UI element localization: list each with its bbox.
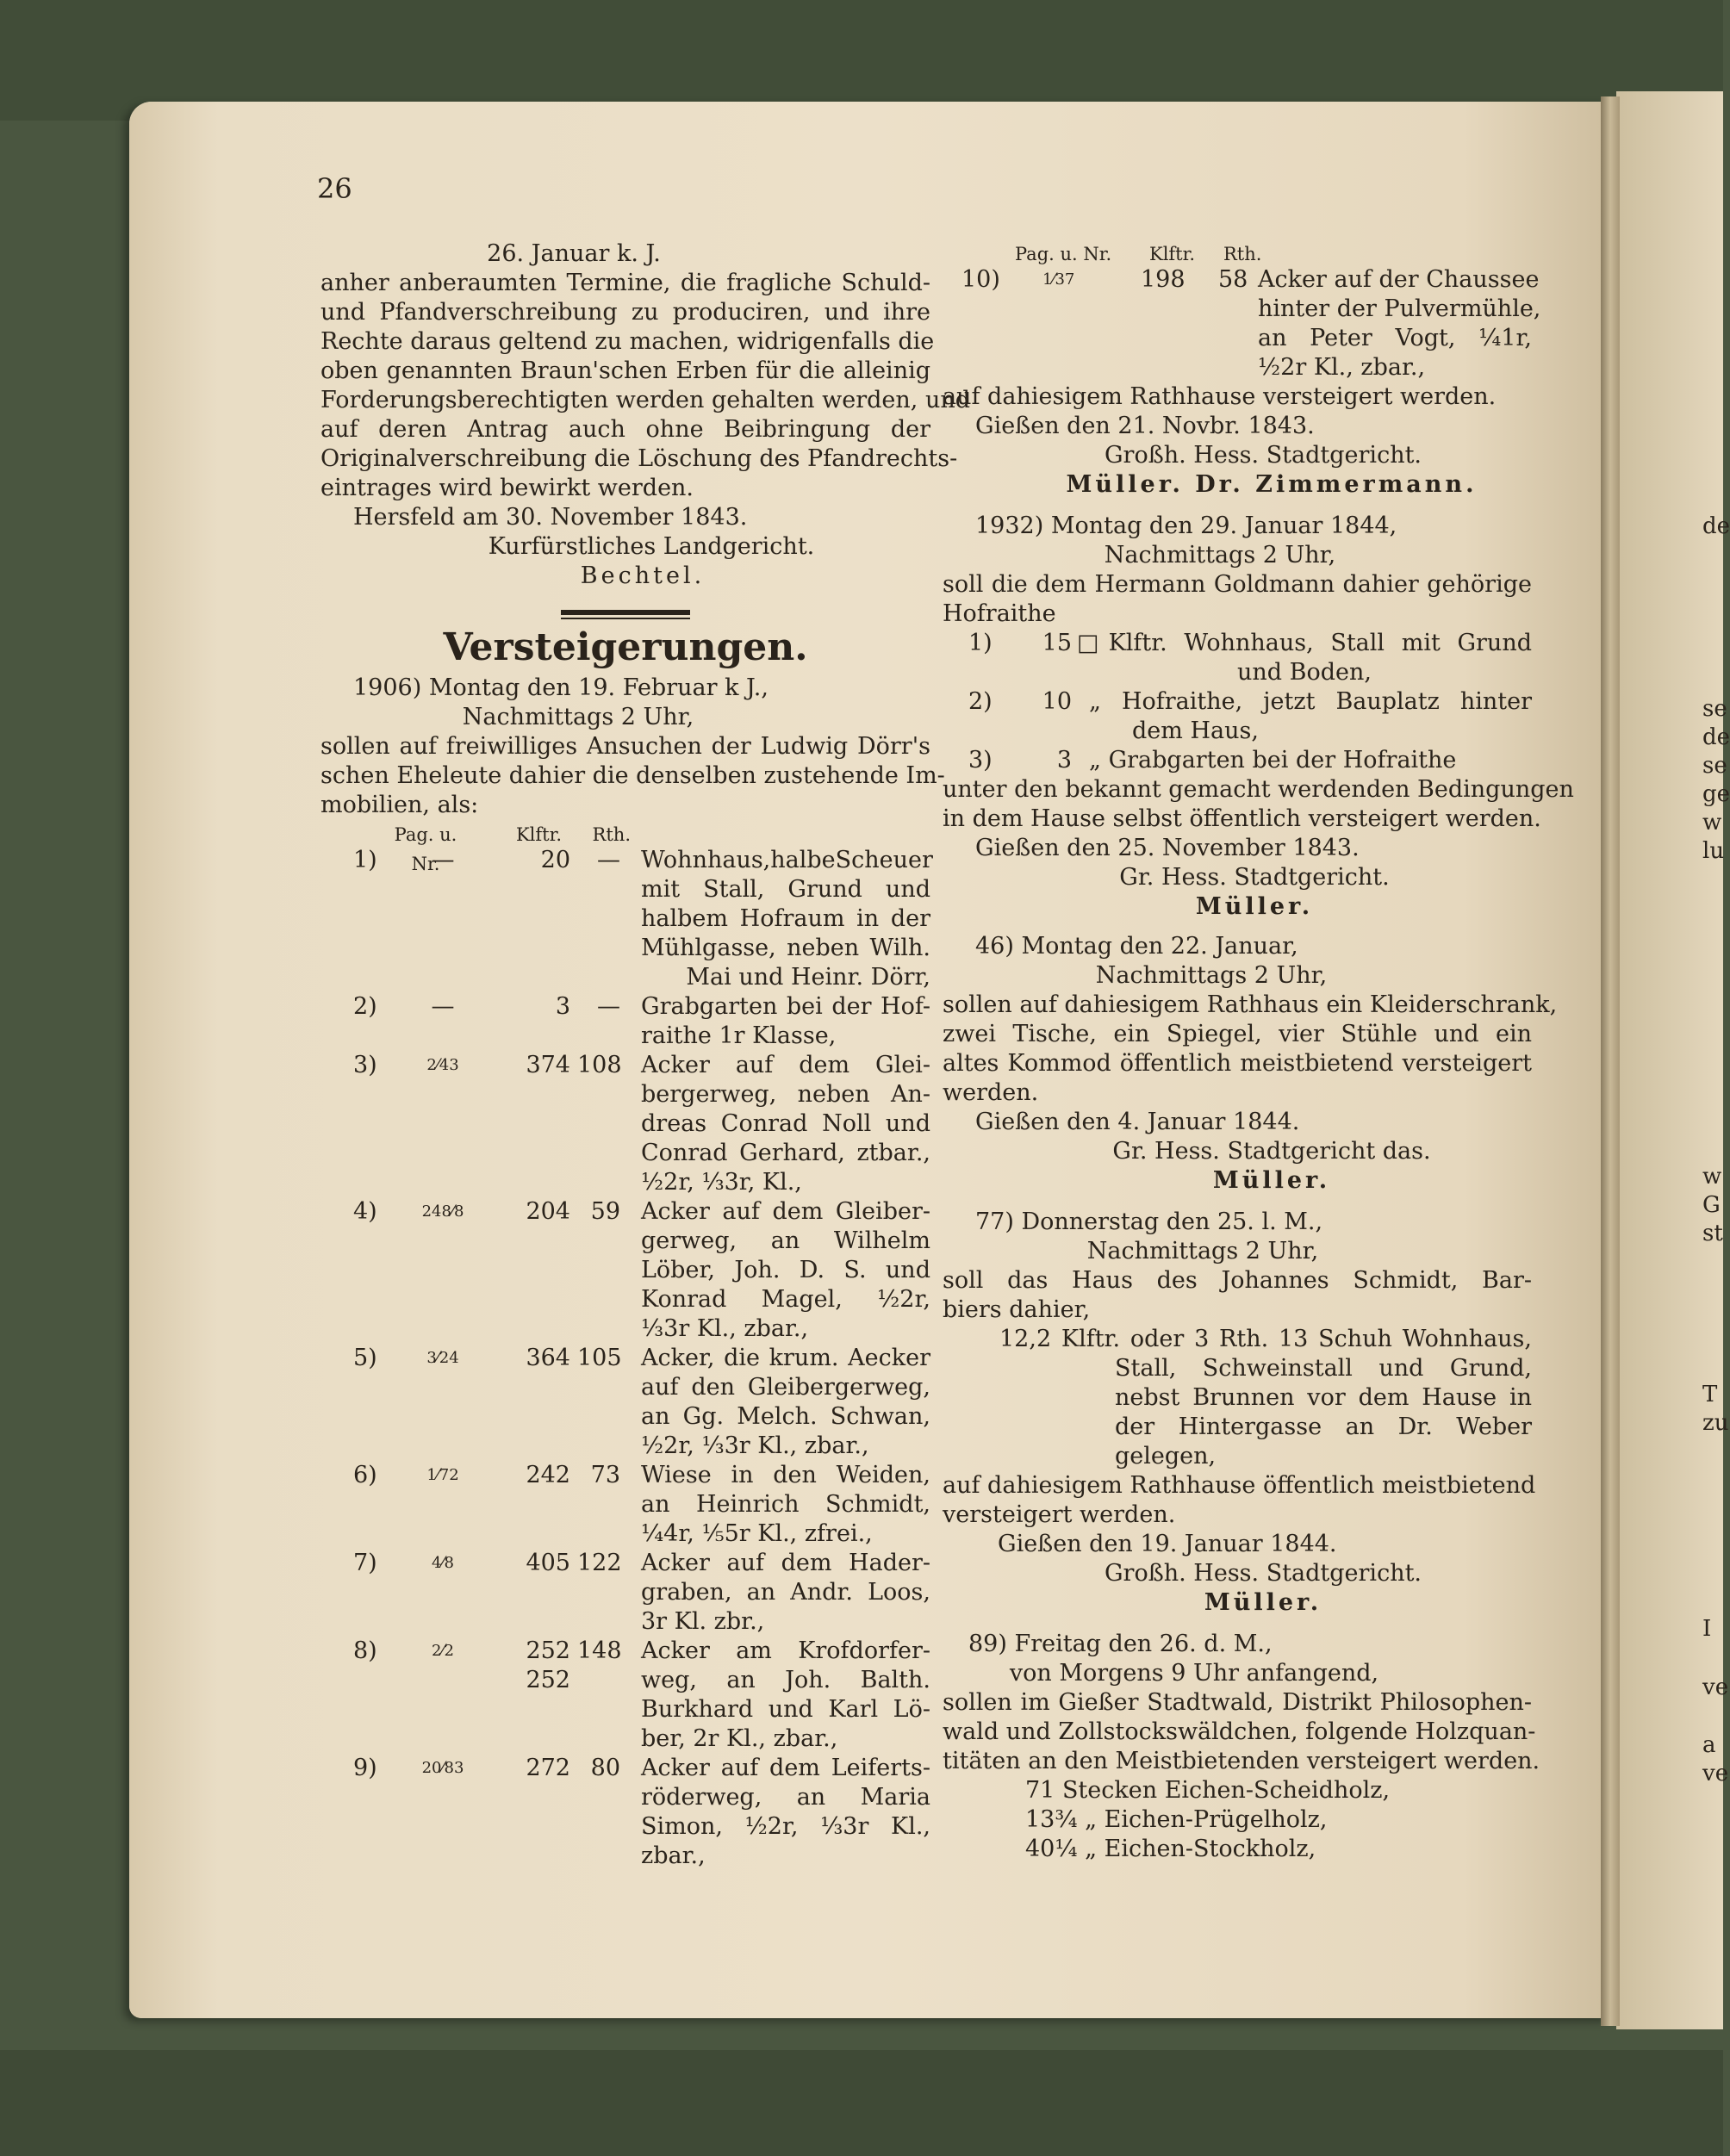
intro-signature: Bechtel. xyxy=(580,562,706,589)
notice-1906-text: schen Eheleute dahier die denselben zustehende Im- xyxy=(320,762,945,789)
row-pag: 4⁄8 xyxy=(432,1554,454,1572)
next-page-fragment: G xyxy=(1702,1192,1721,1218)
row-pag: 20⁄83 xyxy=(421,1759,464,1777)
notice-46-text: altes Kommod öffentlich meistbietend versteigert xyxy=(943,1050,1532,1077)
table-row xyxy=(320,1549,930,1637)
item-number: 3) xyxy=(968,747,993,774)
next-page-fragment: de xyxy=(1702,513,1730,539)
row-desc: Grabgarten bei der Hof- xyxy=(641,993,930,1020)
notice-1932-tail: unter den bekannt gemacht werdenden Bedingungen xyxy=(943,776,1574,803)
row-klftr: 272 xyxy=(526,1755,570,1781)
intro-line: anher anberaumten Termine, die fragliche Schuld- xyxy=(320,270,930,296)
notice-89-item: 71 Stecken Eichen-Scheidholz, xyxy=(1025,1777,1391,1804)
item-number: 1) xyxy=(968,630,993,656)
row-klftr: 252 xyxy=(526,1637,570,1664)
next-page-fragment: se xyxy=(1702,753,1727,779)
notice-1906-text: sollen auf freiwilliges Ansuchen der Ludwig Dörr's xyxy=(320,733,930,760)
row-rth: 73 xyxy=(590,1462,620,1488)
notice-77-text: soll das Haus des Johannes Schmidt, Bar- xyxy=(943,1267,1532,1294)
notice-77-signature: Müller. xyxy=(1204,1589,1322,1616)
row-pag: 2⁄2 xyxy=(432,1642,454,1660)
row-pag: 1⁄72 xyxy=(426,1466,459,1484)
row-rth: 58 xyxy=(1218,266,1248,293)
row-pag: 3⁄24 xyxy=(426,1349,459,1367)
row10-tail: auf dahiesigem Rathhause versteigert werden. xyxy=(943,383,1497,410)
notice-1906-time: Nachmittags 2 Uhr, xyxy=(462,704,694,730)
notice-77-text: auf dahiesigem Rathhause öffentlich meistbietend xyxy=(943,1472,1536,1499)
row-rth: 105 xyxy=(577,1345,622,1371)
row-klftr: 364 xyxy=(526,1345,570,1371)
row-desc: Burkhard und Karl Lö- xyxy=(641,1696,930,1723)
row-pag: — xyxy=(431,847,455,873)
row-desc: graben, an Andr. Loos, xyxy=(641,1579,930,1606)
notice-77-text: biers dahier, xyxy=(943,1296,1091,1323)
table-row xyxy=(943,265,1541,382)
row-desc: 3r Kl. zbr., xyxy=(641,1608,765,1635)
row-desc: Acker auf dem Hader- xyxy=(641,1550,930,1576)
row-pag: — xyxy=(431,993,455,1020)
right-column xyxy=(943,239,1574,1864)
item-desc: □Klftr. Wohnhaus, Stall mit Grund xyxy=(1077,630,1532,656)
notice-46-place-date: Gießen den 4. Januar 1844. xyxy=(975,1109,1300,1135)
row-number: 6) xyxy=(353,1462,377,1488)
row-desc: zbar., xyxy=(641,1842,706,1869)
table-header xyxy=(943,239,1532,265)
notice-46-text: sollen auf dahiesigem Rathhaus ein Kleiderschrank, xyxy=(943,991,1558,1018)
row-desc: Konrad Magel, ½2r, xyxy=(641,1286,930,1313)
next-page-fragment: st xyxy=(1702,1221,1723,1246)
notice-1906-date: 1906) Montag den 19. Februar k J., xyxy=(353,674,769,701)
next-page-fragment: I xyxy=(1702,1616,1712,1642)
notice-1906-text: mobilien, als: xyxy=(320,792,479,818)
intro-line: Originalverschreibung die Löschung des Pfandrechts- xyxy=(320,445,958,472)
row-desc: Conrad Gerhard, ztbar., xyxy=(641,1140,930,1166)
row-desc: hinter der Pulvermühle, xyxy=(1258,295,1541,322)
notice-77-text: 12,2 Klftr. oder 3 Rth. 13 Schuh Wohnhaus, xyxy=(999,1326,1532,1352)
row-pag: 2⁄43 xyxy=(426,1056,459,1074)
intro-line: eintrages wird bewirkt werden. xyxy=(320,475,694,501)
row-desc: dreas Conrad Noll und xyxy=(641,1110,930,1137)
notice-77-text: versteigert werden. xyxy=(943,1501,1176,1528)
row10-place-date: Gießen den 21. Novbr. 1843. xyxy=(975,413,1315,439)
notice-89-time: von Morgens 9 Uhr anfangend, xyxy=(1009,1660,1379,1687)
row-pag: 1⁄37 xyxy=(1042,270,1075,289)
row-desc: ¼4r, ⅕5r Kl., zfrei., xyxy=(641,1520,873,1547)
notice-89-text: sollen im Gießer Stadtwald, Distrikt Philosophen- xyxy=(943,1689,1532,1716)
row-desc: an Gg. Melch. Schwan, xyxy=(641,1403,930,1430)
row-klftr: 204 xyxy=(526,1198,570,1225)
row10-court: Großh. Hess. Stadtgericht. xyxy=(1104,442,1422,469)
section-heading: Versteigerungen. xyxy=(443,625,808,669)
row-pag: 248⁄8 xyxy=(421,1202,464,1221)
row-desc: gerweg, an Wilhelm xyxy=(641,1227,930,1254)
row-desc: ⅓3r Kl., zbar., xyxy=(641,1315,809,1342)
row-number: 3) xyxy=(353,1052,377,1078)
background-bottom xyxy=(0,2050,1723,2156)
row-desc: halbem Hofraum in der xyxy=(641,905,930,932)
header-klftr: Klftr. xyxy=(515,824,562,845)
list-item xyxy=(943,687,1532,746)
row-desc: ½2r, ⅓3r Kl., zbar., xyxy=(641,1432,869,1459)
intro-line: und Pfandverschreibung zu produciren, und ihre xyxy=(320,299,930,326)
row-klftr-second: 252 xyxy=(526,1667,570,1693)
intro-line: 26. Januar k. J. xyxy=(487,240,661,267)
row-number: 8) xyxy=(353,1637,377,1664)
notice-46-text: werden. xyxy=(943,1079,1039,1106)
page-number: 26 xyxy=(317,172,352,205)
intro-line: Rechte daraus geltend zu machen, widrigenfalls die xyxy=(320,328,935,355)
header-pag: Pag. u. Nr. xyxy=(1015,244,1112,264)
row-desc: weg, an Joh. Balth. xyxy=(641,1667,930,1693)
next-page-fragment: a xyxy=(1702,1732,1716,1758)
intro-line: auf deren Antrag auch ohne Beibringung der xyxy=(320,416,930,443)
row-klftr: 198 xyxy=(1141,266,1185,293)
row-klftr: 3 xyxy=(555,993,570,1020)
table-row xyxy=(320,992,930,1051)
table-row xyxy=(320,846,933,992)
row-number: 5) xyxy=(353,1345,377,1371)
notice-77-court: Großh. Hess. Stadtgericht. xyxy=(1104,1560,1422,1587)
intro-court: Kurfürstliches Landgericht. xyxy=(488,533,815,560)
row-klftr: 20 xyxy=(540,847,570,873)
list-item xyxy=(943,746,1532,775)
next-page-fragment: de xyxy=(1702,724,1730,750)
row-klftr: 374 xyxy=(526,1052,570,1078)
notice-77-place-date: Gießen den 19. Januar 1844. xyxy=(998,1531,1337,1557)
row-number: 10) xyxy=(961,266,1000,293)
table-row xyxy=(320,1197,930,1344)
notice-1932-signature: Müller. xyxy=(1195,893,1314,920)
next-page-fragment: lu xyxy=(1702,838,1725,864)
header-rth: Rth. xyxy=(592,824,631,845)
row-desc: Acker auf dem Leiferts- xyxy=(641,1755,930,1781)
notice-1932-date: 1932) Montag den 29. Januar 1844, xyxy=(975,513,1397,539)
notice-1932-place-date: Gießen den 25. November 1843. xyxy=(975,835,1360,861)
row-rth: — xyxy=(597,847,620,873)
next-page-fragment: ve xyxy=(1702,1674,1729,1700)
notice-77-date: 77) Donnerstag den 25. l. M., xyxy=(975,1208,1323,1235)
row-desc: ½2r, ⅓3r, Kl., xyxy=(641,1169,802,1196)
notice-89-text: titäten an den Meistbietenden versteigert werden. xyxy=(943,1748,1540,1774)
notice-77-time: Nachmittags 2 Uhr, xyxy=(1086,1238,1319,1264)
row-desc: auf den Gleibergerweg, xyxy=(641,1374,930,1401)
row-desc: Acker, die krum. Aecker xyxy=(641,1345,930,1371)
header-rth: Rth. xyxy=(1223,244,1262,264)
row-desc: ½2r Kl., zbar., xyxy=(1258,354,1426,381)
notice-46-court: Gr. Hess. Stadtgericht das. xyxy=(1112,1138,1431,1165)
row-number: 9) xyxy=(353,1755,377,1781)
intro-line: Forderungsberechtigten werden gehalten werden, und xyxy=(320,387,971,413)
item-desc: und Boden, xyxy=(1237,659,1372,686)
row-desc: an Peter Vogt, ¼1r, xyxy=(1258,325,1532,351)
row-desc: röderweg, an Maria xyxy=(641,1784,930,1811)
row10-signature: Müller. Dr. Zimmermann. xyxy=(1066,471,1478,498)
row-rth: 80 xyxy=(590,1755,620,1781)
next-page-fragment: ve xyxy=(1702,1761,1729,1786)
item-number: 2) xyxy=(968,688,993,715)
notice-46-text: zwei Tische, ein Spiegel, vier Stühle und ein xyxy=(943,1021,1532,1047)
row-rth: — xyxy=(597,993,620,1020)
notice-89-item: 13¾ „ Eichen-Prügelholz, xyxy=(1025,1806,1328,1833)
table-row xyxy=(320,1344,930,1461)
item-value: 3 xyxy=(1056,747,1072,774)
next-page-fragment: se xyxy=(1702,696,1727,722)
left-column xyxy=(320,239,971,1871)
notice-1932-text: soll die dem Hermann Goldmann dahier gehörige xyxy=(943,571,1532,598)
notice-46-time: Nachmittags 2 Uhr, xyxy=(1095,962,1328,989)
next-page-fragment: zu xyxy=(1702,1410,1729,1436)
notice-77-text: Stall, Schweinstall und Grund, xyxy=(1115,1355,1532,1382)
notice-77-text: nebst Brunnen vor dem Hause in xyxy=(1115,1384,1532,1411)
row-desc: Acker auf dem Gleiber- xyxy=(641,1198,930,1225)
list-item xyxy=(943,629,1532,687)
row-klftr: 242 xyxy=(526,1462,570,1488)
notice-1932-text: Hofraithe xyxy=(943,600,1056,627)
notice-1932-court: Gr. Hess. Stadtgericht. xyxy=(1119,864,1390,891)
table-row xyxy=(320,1637,930,1754)
row-desc: Löber, Joh. D. S. und xyxy=(641,1257,930,1283)
row-desc: Acker auf der Chaussee xyxy=(1258,266,1540,293)
row-desc: Simon, ½2r, ⅓3r Kl., xyxy=(641,1813,930,1840)
row-number: 4) xyxy=(353,1198,377,1225)
row-desc: raithe 1r Klasse, xyxy=(641,1022,837,1049)
section-divider xyxy=(561,610,690,615)
row-rth: 148 xyxy=(577,1637,622,1664)
row-desc: Mai und Heinr. Dörr, xyxy=(686,964,930,991)
row-desc: Wiese in den Weiden, xyxy=(641,1462,930,1488)
notice-77-text: gelegen, xyxy=(1115,1443,1217,1469)
book-gutter xyxy=(1601,96,1620,2026)
notice-89-item: 40¼ „ Eichen-Stockholz, xyxy=(1025,1836,1316,1862)
row-desc: an Heinrich Schmidt, xyxy=(641,1491,930,1518)
item-value: 15 xyxy=(1042,630,1072,656)
item-desc: dem Haus, xyxy=(1132,718,1259,744)
intro-line: oben genannten Braun'schen Erben für die alleinig xyxy=(320,357,930,384)
notice-89-date: 89) Freitag den 26. d. M., xyxy=(968,1631,1273,1657)
header-klftr: Klftr. xyxy=(1149,244,1196,264)
intro-place-date: Hersfeld am 30. November 1843. xyxy=(353,504,748,531)
notice-46-date: 46) Montag den 22. Januar, xyxy=(975,933,1298,960)
row-desc: bergerweg, neben An- xyxy=(641,1081,930,1108)
row-rth: 108 xyxy=(577,1052,622,1078)
next-page-fragment: w xyxy=(1702,810,1722,836)
notice-77-text: der Hintergasse an Dr. Weber xyxy=(1115,1414,1532,1440)
item-desc: „ Hofraithe, jetzt Bauplatz hinter xyxy=(1089,688,1532,715)
row-klftr: 405 xyxy=(526,1550,570,1576)
next-page-fragment: T xyxy=(1702,1382,1718,1407)
row-desc: Acker am Krofdorfer- xyxy=(641,1637,930,1664)
row-desc: ber, 2r Kl., zbar., xyxy=(641,1725,838,1752)
notice-1932-time: Nachmittags 2 Uhr, xyxy=(1104,542,1336,569)
item-value: 10 xyxy=(1042,688,1072,715)
row-number: 2) xyxy=(353,993,377,1020)
table-row xyxy=(320,1754,930,1871)
next-page-fragment: ge xyxy=(1702,781,1730,807)
notice-46-signature: Müller. xyxy=(1212,1167,1331,1194)
table-row xyxy=(320,1051,930,1197)
header-pag: Pag. u. Nr. xyxy=(394,824,457,874)
notice-89-text: wald und Zollstockswäldchen, folgende Holzquan- xyxy=(943,1718,1536,1745)
row-desc: Wohnhaus,halbeScheuer xyxy=(641,847,933,873)
row-rth: 59 xyxy=(590,1198,620,1225)
notice-1932-tail: in dem Hause selbst öffentlich versteigert werden. xyxy=(943,805,1541,832)
next-page-fragment: w xyxy=(1702,1164,1722,1190)
table-row xyxy=(320,1461,930,1549)
row-number: 7) xyxy=(353,1550,377,1576)
row-number: 1) xyxy=(353,847,377,873)
row-desc: mit Stall, Grund und xyxy=(641,876,930,903)
row-desc: Acker auf dem Glei- xyxy=(641,1052,930,1078)
row-rth: 122 xyxy=(577,1550,622,1576)
next-page-edge xyxy=(1616,91,1730,2029)
item-desc: „ Grabgarten bei der Hofraithe xyxy=(1089,747,1457,774)
row-desc: Mühlgasse, neben Wilh. xyxy=(641,935,930,961)
